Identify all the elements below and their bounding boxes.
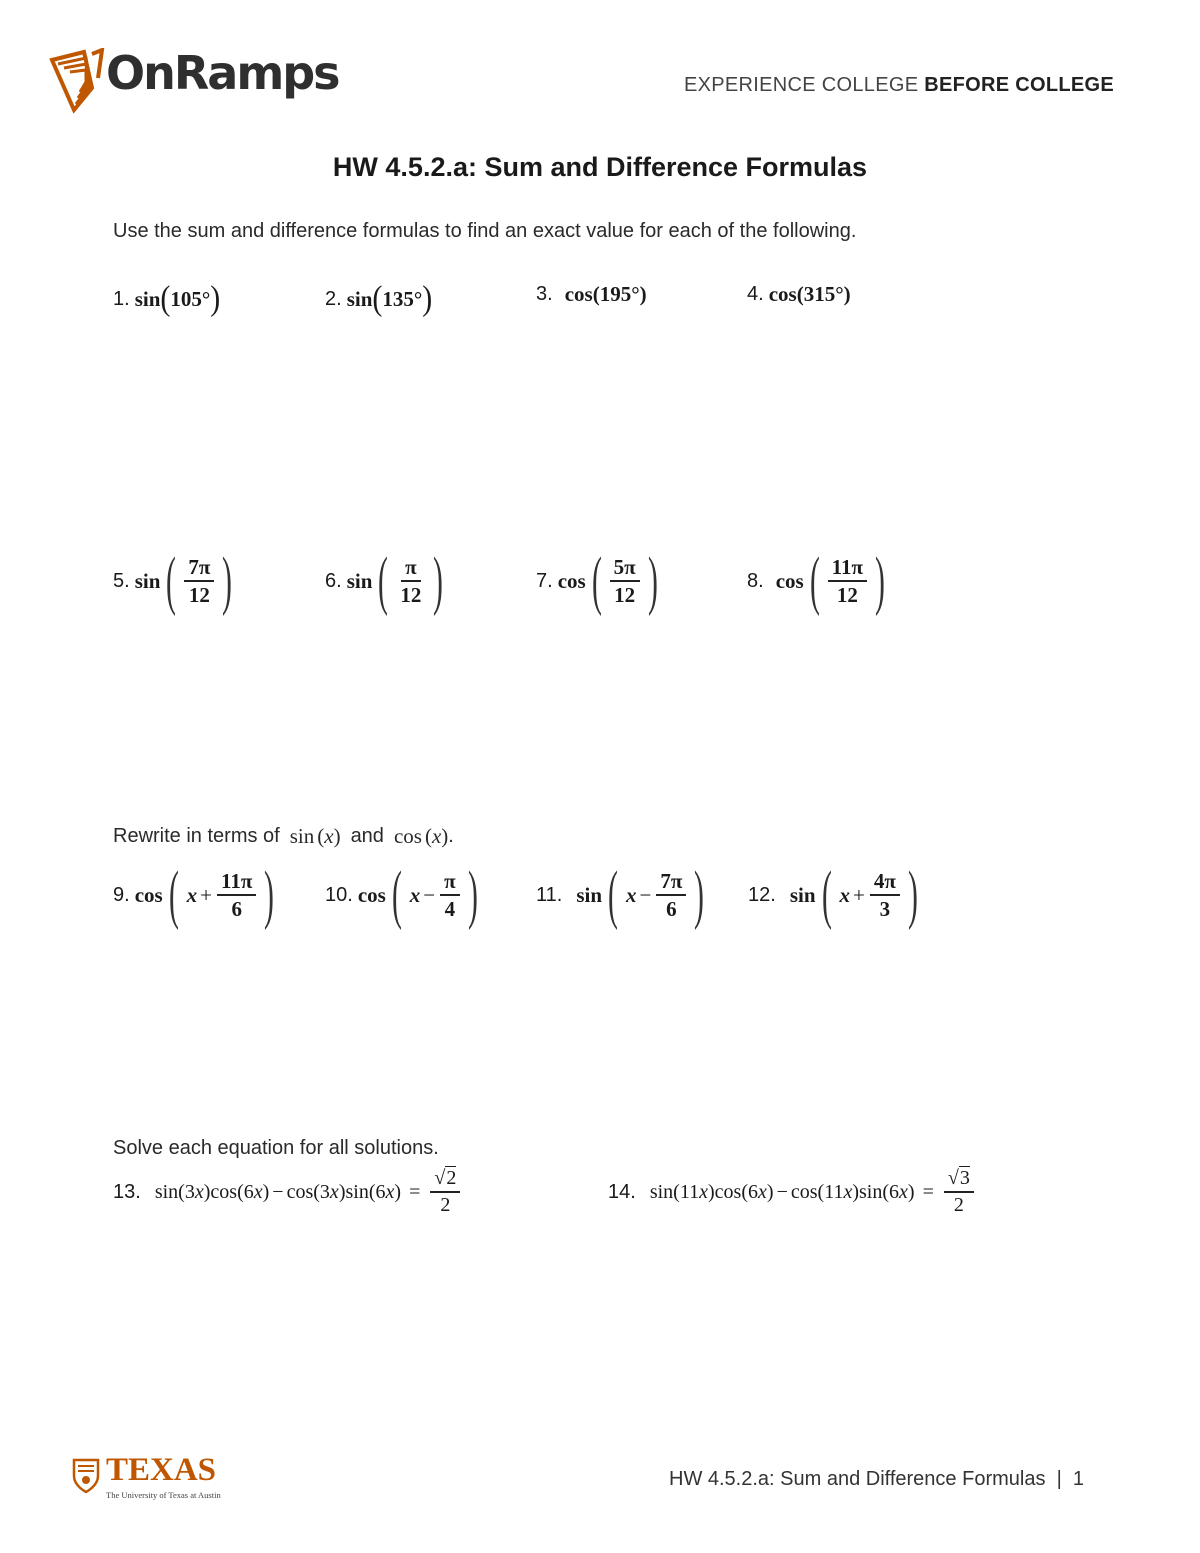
problem-7: 7. cos ( $\frac{5\pi}{12}$ )	[536, 544, 658, 617]
argument: 105°	[170, 286, 211, 311]
problem-number: 13.	[113, 1180, 141, 1203]
problem-number: 6.	[325, 569, 342, 592]
problem-number: 7.	[536, 569, 553, 592]
instruction-period: .	[448, 825, 454, 847]
function-name: cos	[134, 882, 163, 907]
fraction	[184, 554, 214, 609]
numerator: 11π	[828, 554, 867, 582]
denominator: 12	[188, 583, 210, 607]
problem-5: 5. sin ( $\frac{7\pi}{12}$ )	[113, 544, 233, 617]
cos-label: cos	[714, 1180, 742, 1203]
ut-shield-icon	[72, 1458, 100, 1494]
denominator: 2	[953, 1194, 964, 1216]
problem-number: 11.	[536, 883, 563, 906]
problem-number: 8.	[747, 569, 764, 592]
onramps-mark-icon	[48, 48, 108, 118]
cos-label: cos	[393, 824, 422, 848]
radicand: 2	[446, 1167, 457, 1189]
argument: 315°	[803, 282, 844, 306]
coef-b: 6	[748, 1180, 758, 1203]
var-x: x	[194, 1180, 204, 1203]
numerator: 11π	[217, 868, 256, 896]
fraction	[440, 868, 460, 923]
var-x: x	[843, 1180, 853, 1203]
operator: +	[852, 882, 865, 907]
fraction	[870, 868, 900, 923]
function-name: sin	[346, 568, 373, 593]
sin-label: sin	[859, 1180, 883, 1203]
var-x: x	[758, 1180, 767, 1203]
problem-number: 12.	[748, 883, 776, 906]
numerator: 5π	[610, 554, 640, 582]
fraction	[828, 554, 867, 609]
texas-wordmark: TEXAS	[106, 1452, 217, 1488]
equation-13: sin ( 3 x ) cos ( 6 x ) − cos ( 3 x ) sin ( 6 x ) = $\frac{√2}{2}$	[155, 1166, 463, 1218]
function-name: sin	[134, 286, 161, 311]
section1-instruction: Use the sum and difference formulas to find an exact value for each of the following.	[113, 220, 857, 242]
argument: 195°	[599, 282, 640, 306]
denominator: 12	[400, 583, 422, 607]
problem-2: 2. sin ( 135° )	[325, 279, 433, 318]
problem-3: 3. cos ( 195° )	[536, 282, 647, 306]
onramps-logo	[48, 44, 338, 124]
numerator: √3	[944, 1166, 974, 1193]
rhs-fraction	[430, 1166, 460, 1218]
fraction	[217, 868, 256, 923]
coef-a: 11	[679, 1180, 700, 1203]
sin-label: sin	[289, 824, 315, 848]
denominator: 6	[666, 897, 677, 921]
problem-9: 9. cos ( x + $\frac{11\pi}{6}$ )	[113, 858, 275, 931]
tagline-regular: EXPERIENCE COLLEGE	[683, 74, 925, 96]
sin-label: sin	[154, 1180, 179, 1203]
coef-a: 3	[319, 1180, 330, 1203]
variable: x	[409, 882, 421, 907]
tagline-bold: BEFORE COLLEGE	[924, 74, 1114, 96]
problem-11: 11. sin ( x − $\frac{7\pi}{6}$ )	[536, 858, 705, 931]
logo-wordmark: OnRamps	[106, 46, 339, 100]
problem-12: 12. sin ( x + $\frac{4\pi}{3}$ )	[748, 858, 918, 931]
function-name: cos	[357, 882, 386, 907]
problem-14	[608, 1166, 976, 1218]
var-x: x	[253, 1180, 263, 1203]
function-name: sin	[346, 286, 373, 311]
ut-texas-logo	[72, 1452, 232, 1502]
var-x: x	[899, 1180, 908, 1203]
denominator: 4	[444, 897, 456, 921]
cos-label: cos	[286, 1180, 314, 1203]
numerator: 7π	[656, 868, 686, 896]
cos-label: cos	[790, 1180, 818, 1203]
fraction	[396, 554, 425, 609]
numerator: π	[401, 554, 421, 582]
problem-8: 8. cos ( $\frac{11\pi}{12}$ )	[747, 544, 885, 617]
function-name: cos	[775, 568, 804, 593]
function-name: sin	[134, 568, 161, 593]
coef-b: 6	[889, 1180, 900, 1203]
rhs-fraction	[944, 1166, 974, 1218]
operator: −	[423, 882, 436, 907]
var-x: x	[431, 824, 442, 848]
function-name: sin	[576, 882, 603, 907]
equals-sign: =	[922, 1180, 934, 1203]
function-name: cos	[768, 282, 797, 306]
function-name: cos	[557, 568, 586, 593]
section3-instruction: Solve each equation for all solutions.	[113, 1137, 439, 1159]
var-x: x	[329, 1180, 339, 1203]
problem-number: 5.	[113, 569, 130, 592]
problem-13	[113, 1166, 462, 1218]
minus-sign: −	[272, 1180, 284, 1203]
var-x: x	[699, 1180, 708, 1203]
var-x: x	[324, 824, 334, 848]
variable: x	[186, 882, 198, 907]
minus-sign: −	[776, 1180, 788, 1203]
problem-number: 14.	[608, 1180, 636, 1203]
instruction-and: and	[350, 825, 384, 847]
denominator: 2	[440, 1194, 451, 1216]
fraction	[610, 554, 640, 609]
page-title: HW 4.5.2.a: Sum and Difference Formulas	[332, 152, 868, 182]
problem-number: 4.	[747, 283, 764, 305]
variable: x	[626, 882, 637, 907]
cos-x-expr: cos (x)	[393, 824, 449, 848]
numerator: π	[440, 868, 460, 896]
denominator: 12	[614, 583, 636, 607]
fraction	[656, 868, 686, 923]
denominator: 3	[879, 897, 891, 921]
problem-1: 1. sin ( 105° )	[113, 279, 221, 318]
argument: 135°	[382, 286, 423, 311]
numerator: 7π	[184, 554, 214, 582]
numerator: √2	[430, 1166, 460, 1193]
problem-number: 1.	[113, 287, 130, 310]
operator: −	[639, 882, 652, 907]
sin-x-expr: sin (x)	[289, 824, 341, 848]
problem-4: 4. cos ( 315° )	[747, 282, 851, 306]
function-name: sin	[789, 882, 816, 907]
tagline	[684, 74, 1114, 97]
sin-label: sin	[649, 1180, 674, 1203]
problem-6: 6. sin ( $\frac{\pi}{12}$ )	[325, 544, 444, 617]
coef-b: 6	[375, 1180, 386, 1203]
coef-a: 11	[824, 1180, 844, 1203]
numerator: 4π	[870, 868, 900, 896]
problem-10: 10. cos ( x − $\frac{\pi}{4}$ )	[325, 858, 478, 931]
coef-b: 6	[243, 1180, 254, 1203]
problem-number: 10.	[325, 883, 353, 906]
university-name: The University of Texas at Austin	[106, 1490, 221, 1500]
operator: +	[200, 882, 213, 907]
problem-number: 2.	[325, 287, 342, 310]
equation-14: sin ( 11 x ) cos ( 6 x ) − cos ( 11 x ) sin ( 6 x ) = $\frac{√3}{2}$	[650, 1166, 976, 1218]
problem-number: 9.	[113, 883, 130, 906]
var-x: x	[385, 1180, 395, 1203]
equals-sign: =	[409, 1180, 421, 1203]
function-name: cos	[564, 282, 593, 306]
footer-page-label: HW 4.5.2.a: Sum and Difference Formulas | 1	[669, 1468, 1084, 1490]
denominator: 6	[231, 897, 242, 921]
denominator: 12	[836, 583, 858, 607]
problem-number: 3.	[536, 283, 553, 305]
cos-label: cos	[210, 1180, 238, 1203]
instruction-text: Rewrite in terms of	[113, 825, 280, 847]
section2-instruction	[113, 824, 454, 849]
sin-label: sin	[345, 1180, 369, 1203]
radicand: 3	[959, 1167, 970, 1189]
variable: x	[839, 882, 850, 907]
coef-a: 3	[184, 1180, 195, 1203]
